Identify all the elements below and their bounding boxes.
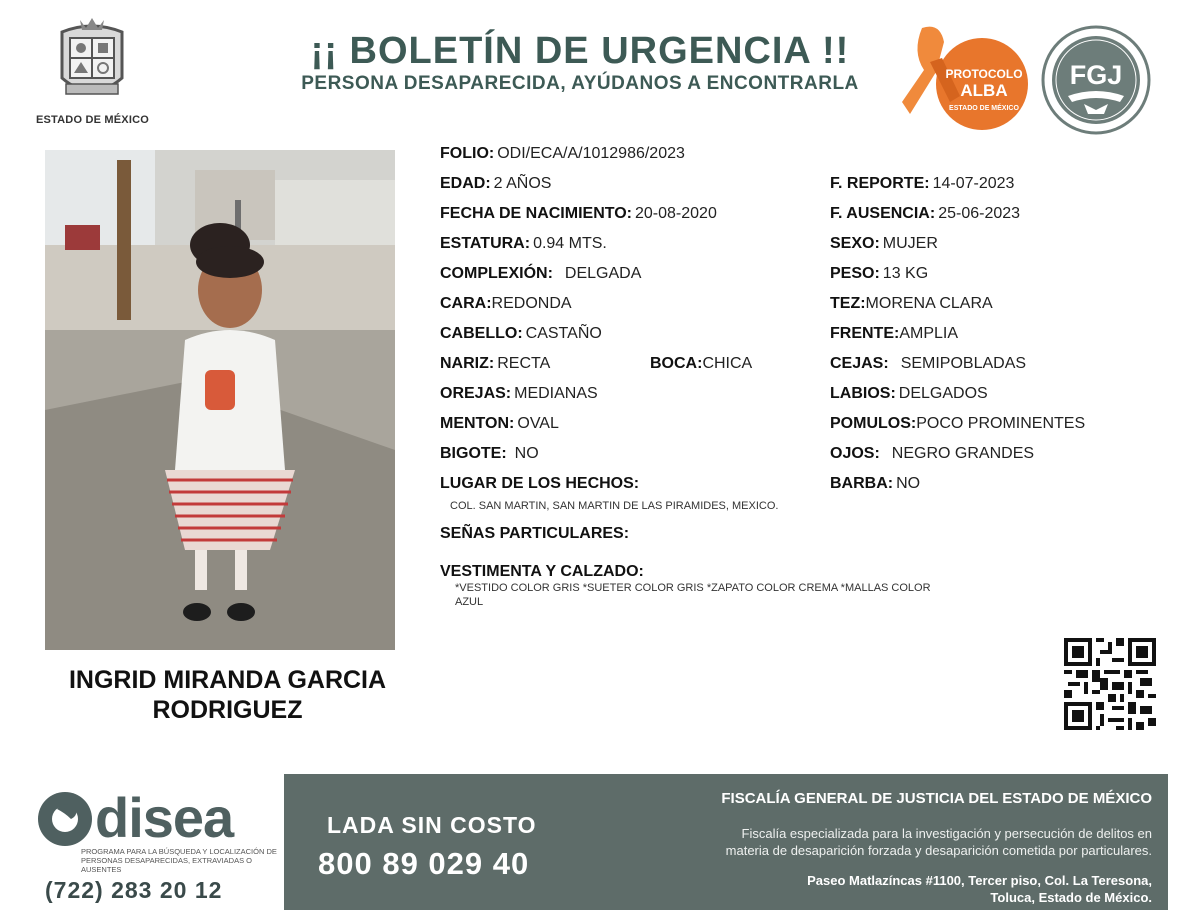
field-value: MUJER [882, 235, 938, 252]
field-labios [830, 384, 988, 404]
alba-ribbon-icon [900, 22, 1030, 134]
field-label: ESTATURA: [440, 235, 531, 252]
person-name [30, 665, 425, 725]
field-value: ODI/ECA/A/1012986/2023 [497, 145, 685, 162]
odisea-logo [35, 785, 275, 905]
field-label: LUGAR DE LOS HECHOS: [440, 475, 640, 492]
field-f-ausencia [830, 204, 1020, 224]
field-label: CARA: [440, 295, 492, 312]
field-value: MORENA CLARA [865, 295, 993, 312]
field-peso [830, 264, 928, 284]
field-label: MENTON: [440, 415, 515, 432]
fgj-address [600, 872, 1152, 906]
field-cejas [830, 354, 1026, 374]
field-cara [440, 294, 572, 314]
field-sexo [830, 234, 938, 254]
field-value: AMPLIA [899, 325, 959, 342]
field-label: BIGOTE: [440, 445, 507, 462]
field-value: RECTA [497, 355, 551, 372]
field-value: OVAL [517, 415, 559, 432]
field-label: CEJAS: [830, 355, 889, 372]
field-orejas [440, 384, 598, 404]
field-frente [830, 324, 958, 344]
field-label: EDAD: [440, 175, 491, 192]
field-edad [440, 174, 551, 194]
field-bigote [440, 444, 539, 464]
fgj-desc-line1: Fiscalía especializada para la investigación y persecución de delitos en [741, 826, 1152, 841]
field-label: CABELLO: [440, 325, 523, 342]
fgj-letters: FGJ [1069, 60, 1123, 90]
missing-person-photo [45, 150, 395, 650]
fgj-addr-line2: Toluca, Estado de México. [990, 890, 1152, 905]
field-value: 13 KG [882, 265, 929, 282]
field-value: NO [896, 475, 921, 492]
field-menton [440, 414, 559, 434]
field-value: NO [514, 445, 539, 462]
field-label: PESO: [830, 265, 880, 282]
field-value: 0.94 MTS. [533, 235, 607, 252]
field-vestimenta [440, 562, 644, 582]
field-label: LABIOS: [830, 385, 896, 402]
edomex-seal-icon [52, 18, 132, 108]
field-label: NARIZ: [440, 355, 495, 372]
field-label: FOLIO: [440, 145, 495, 162]
field-pomulos [830, 414, 1085, 434]
field-label: FECHA DE NACIMIENTO: [440, 205, 632, 222]
fgj-addr-line1: Paseo Matlazíncas #1100, Tercer piso, Col. La Teresona, [807, 873, 1152, 888]
field-label: VESTIMENTA Y CALZADO: [440, 563, 644, 580]
vestimenta-line1: *VESTIDO COLOR GRIS *SUETER COLOR GRIS *ZAPATO COLOR CREMA *MALLAS COLOR [455, 582, 931, 594]
vestimenta-line2: AZUL [455, 596, 484, 608]
fgj-seal-icon [1040, 24, 1152, 136]
field-value: CASTAÑO [525, 325, 602, 342]
field-label: BOCA: [650, 355, 703, 372]
person-name-line2: RODRIGUEZ [152, 696, 303, 724]
field-senas [440, 524, 632, 544]
field-complexion [440, 264, 641, 284]
field-lugar-hechos [440, 474, 639, 494]
vestimenta-value [455, 581, 931, 609]
field-value: DELGADOS [898, 385, 988, 402]
field-value: MEDIANAS [514, 385, 598, 402]
lada-label: LADA SIN COSTO [327, 812, 537, 838]
qr-code-icon[interactable] [1064, 638, 1156, 730]
field-value: 20-08-2020 [635, 205, 717, 222]
field-value: 2 AÑOS [493, 175, 552, 192]
field-f-reporte [830, 174, 1014, 194]
odisea-description: PROGRAMA PARA LA BÚSQUEDA Y LOCALIZACIÓN DE PERSONAS DESAPARECIDAS, EXTRAVIADAS O AUSENTES [81, 847, 277, 874]
field-folio [440, 144, 685, 164]
odisea-wordmark: disea [95, 786, 234, 849]
field-label: OREJAS: [440, 385, 512, 402]
field-label: COMPLEXIÓN: [440, 265, 553, 282]
edomex-logo [30, 18, 155, 130]
odisea-pin-icon [35, 789, 97, 853]
field-label: OJOS: [830, 445, 880, 462]
field-cabello [440, 324, 602, 344]
field-label: SEÑAS PARTICULARES: [440, 525, 630, 542]
field-value: 25-06-2023 [938, 205, 1021, 222]
alba-line2: ALBA [960, 81, 1008, 100]
alba-line1: PROTOCOLO [945, 67, 1023, 81]
field-label: FRENTE: [830, 325, 900, 342]
field-nariz [440, 354, 550, 374]
field-value: NEGRO GRANDES [891, 445, 1035, 462]
field-barba [830, 474, 920, 494]
bulletin-subtitle: PERSONA DESAPARECIDA, AYÚDANOS A ENCONTRARLA [301, 73, 859, 94]
state-label: ESTADO DE MÉXICO [35, 114, 149, 126]
field-label: F. AUSENCIA: [830, 205, 936, 222]
field-value: 14-07-2023 [932, 175, 1015, 192]
fgj-description [600, 825, 1152, 859]
field-ojos [830, 444, 1034, 464]
bulletin-title: ¡¡ BOLETÍN DE URGENCIA !! [310, 30, 850, 72]
field-estatura [440, 234, 607, 254]
field-label: SEXO: [830, 235, 880, 252]
alba-line3: ESTADO DE MÉXICO [949, 105, 1019, 112]
field-boca [650, 354, 752, 374]
odisea-phone[interactable]: (722) 283 20 12 [45, 877, 223, 903]
fgj-desc-line2: materia de desaparición forzada y desaparición cometida por particulares. [725, 843, 1152, 858]
field-value: SEMIPOBLADAS [900, 355, 1027, 372]
lada-number[interactable]: 800 89 029 40 [318, 846, 530, 881]
field-tez [830, 294, 993, 314]
field-value: CHICA [702, 355, 753, 372]
field-label: POMULOS: [830, 415, 917, 432]
field-value: DELGADA [564, 265, 642, 282]
field-value: POCO PROMINENTES [916, 415, 1086, 432]
field-label: TEZ: [830, 295, 866, 312]
field-fecha-nacimiento [440, 204, 717, 224]
person-name-line1: INGRID MIRANDA GARCIA [68, 666, 387, 694]
field-label: F. REPORTE: [830, 175, 930, 192]
field-label: BARBA: [830, 475, 894, 492]
fgj-title: FISCALÍA GENERAL DE JUSTICIA DEL ESTADO DE MÉXICO [721, 790, 1152, 807]
field-value: REDONDA [491, 295, 572, 312]
lugar-hechos-value: COL. SAN MARTIN, SAN MARTIN DE LAS PIRAMIDES, MEXICO. [450, 500, 779, 512]
photo-scene [45, 150, 395, 650]
